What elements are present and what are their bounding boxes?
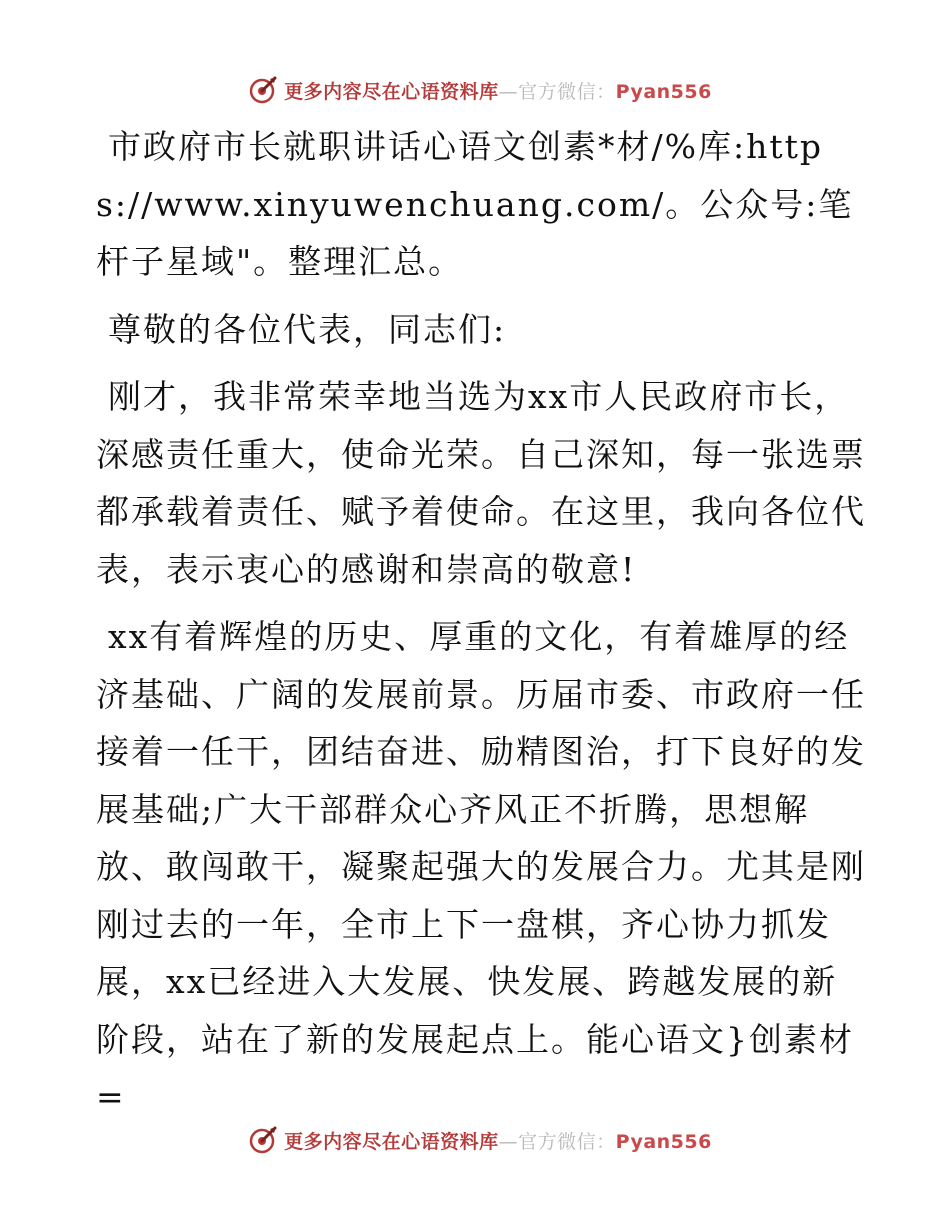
header-banner-inner <box>238 75 712 105</box>
banner-official-label: 官方微信： <box>518 80 616 103</box>
doc-title-paragraph: 市政府市长就职讲话心语文创素*材/%库:https://www.xinyuwenchuang.com/。公众号:笔杆子星域"。整理汇总。 <box>96 127 854 281</box>
body-paragraph-1: 刚才，我非常荣幸地当选为xx市人民政府市长，深感责任重大，使命光荣。自己深知，每一张选票都承载着责任、赋予着使命。在这里，我向各位代表，表示衷心的感谢和崇高的敬意! <box>96 377 866 589</box>
salutation-paragraph: 尊敬的各位代表，同志们: <box>108 309 507 349</box>
footer-banner-text <box>284 1127 712 1154</box>
header-banner <box>0 70 950 110</box>
banner-wechat-id: Pyan556 <box>615 80 712 103</box>
footer-banner <box>0 1120 950 1160</box>
banner-main-text: 更多内容尽在心语资料库 <box>284 80 499 103</box>
header-banner-text <box>284 77 712 104</box>
banner-dash: — <box>498 80 519 103</box>
body-paragraph-2: xx有着辉煌的历史、厚重的文化，有着雄厚的经济基础、广阔的发展前景。历届市委、市政府一任接着一任干，团结奋进、励精图治，打下良好的发展基础;广大干部群众心齐风正不折腾，思想解放、敢闯敢干，凝聚起强大的发展合力。尤其是刚刚过去的一年，全市上下一盘棋，齐心协力抓发展，xx已经进入大发展、快发展、跨越发展的新阶段，站在了新的发展起点上。能心语文}创素材= <box>96 617 866 1116</box>
banner-main-text: 更多内容尽在心语资料库 <box>284 1130 499 1153</box>
banner-dash: — <box>498 1130 519 1153</box>
banner-wechat-id: Pyan556 <box>615 1130 712 1153</box>
document-body <box>96 118 866 1136</box>
banner-official-label: 官方微信： <box>518 1130 616 1153</box>
quill-pen-logo-icon <box>248 75 278 105</box>
footer-banner-inner <box>238 1125 712 1155</box>
quill-pen-logo-icon <box>248 1125 278 1155</box>
